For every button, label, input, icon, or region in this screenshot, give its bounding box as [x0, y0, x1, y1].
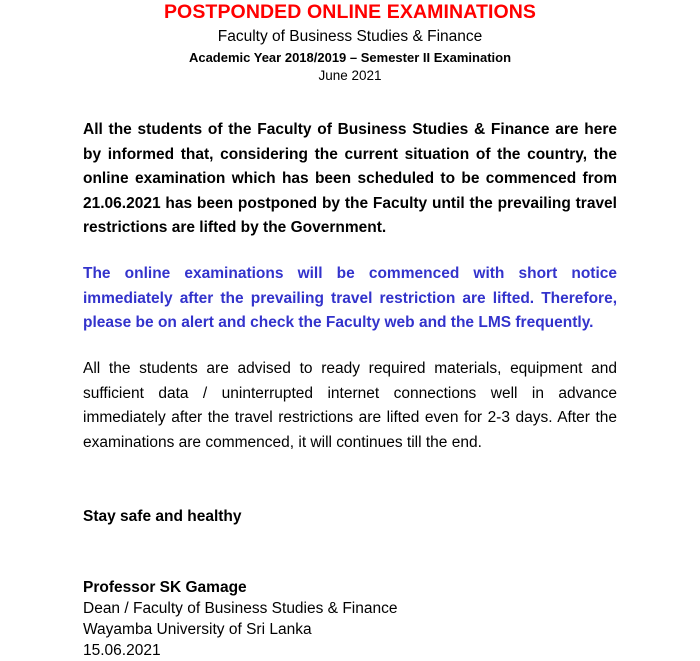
- signatory-title: Dean / Faculty of Business Studies & Finance: [83, 600, 398, 617]
- advice-paragraph: All the students are advised to ready required materials, equipment and sufficient data / uninterrupted internet connections well in advance immediately after the travel restrictions are lifted even for 2-3 days. After the examinations are commenced, it will continues till the end.: [83, 360, 617, 451]
- academic-year: Academic Year 2018/2019 – Semester II Examination: [188, 50, 512, 65]
- signature-date: 15.06.2021: [83, 642, 161, 659]
- faculty-name: Faculty of Business Studies & Finance: [217, 28, 483, 45]
- closing-line: Stay safe and healthy: [83, 508, 242, 525]
- notice-paragraph: The online examinations will be commenced with short notice immediately after the prevailing travel restriction are lifted. Therefore, please be on alert and check the Faculty web and the LMS frequently.: [83, 265, 617, 331]
- signatory-institution: Wayamba University of Sri Lanka: [83, 621, 312, 638]
- notice-date: June 2021: [318, 68, 382, 83]
- notice-header: [0, 0, 700, 84]
- page-title: POSTPONDED ONLINE EXAMINATIONS: [163, 1, 537, 23]
- signature-block: [83, 577, 623, 661]
- signatory-name: Professor SK Gamage: [83, 579, 247, 596]
- announcement-paragraph: All the students of the Faculty of Business Studies & Finance are here by informed that, considering the current situation of the country, the online examination which has been scheduled to be commenced from 21.06.2021 has been postponed by the Faculty until the prevailing travel restrictions are lifted by the Government.: [83, 121, 617, 236]
